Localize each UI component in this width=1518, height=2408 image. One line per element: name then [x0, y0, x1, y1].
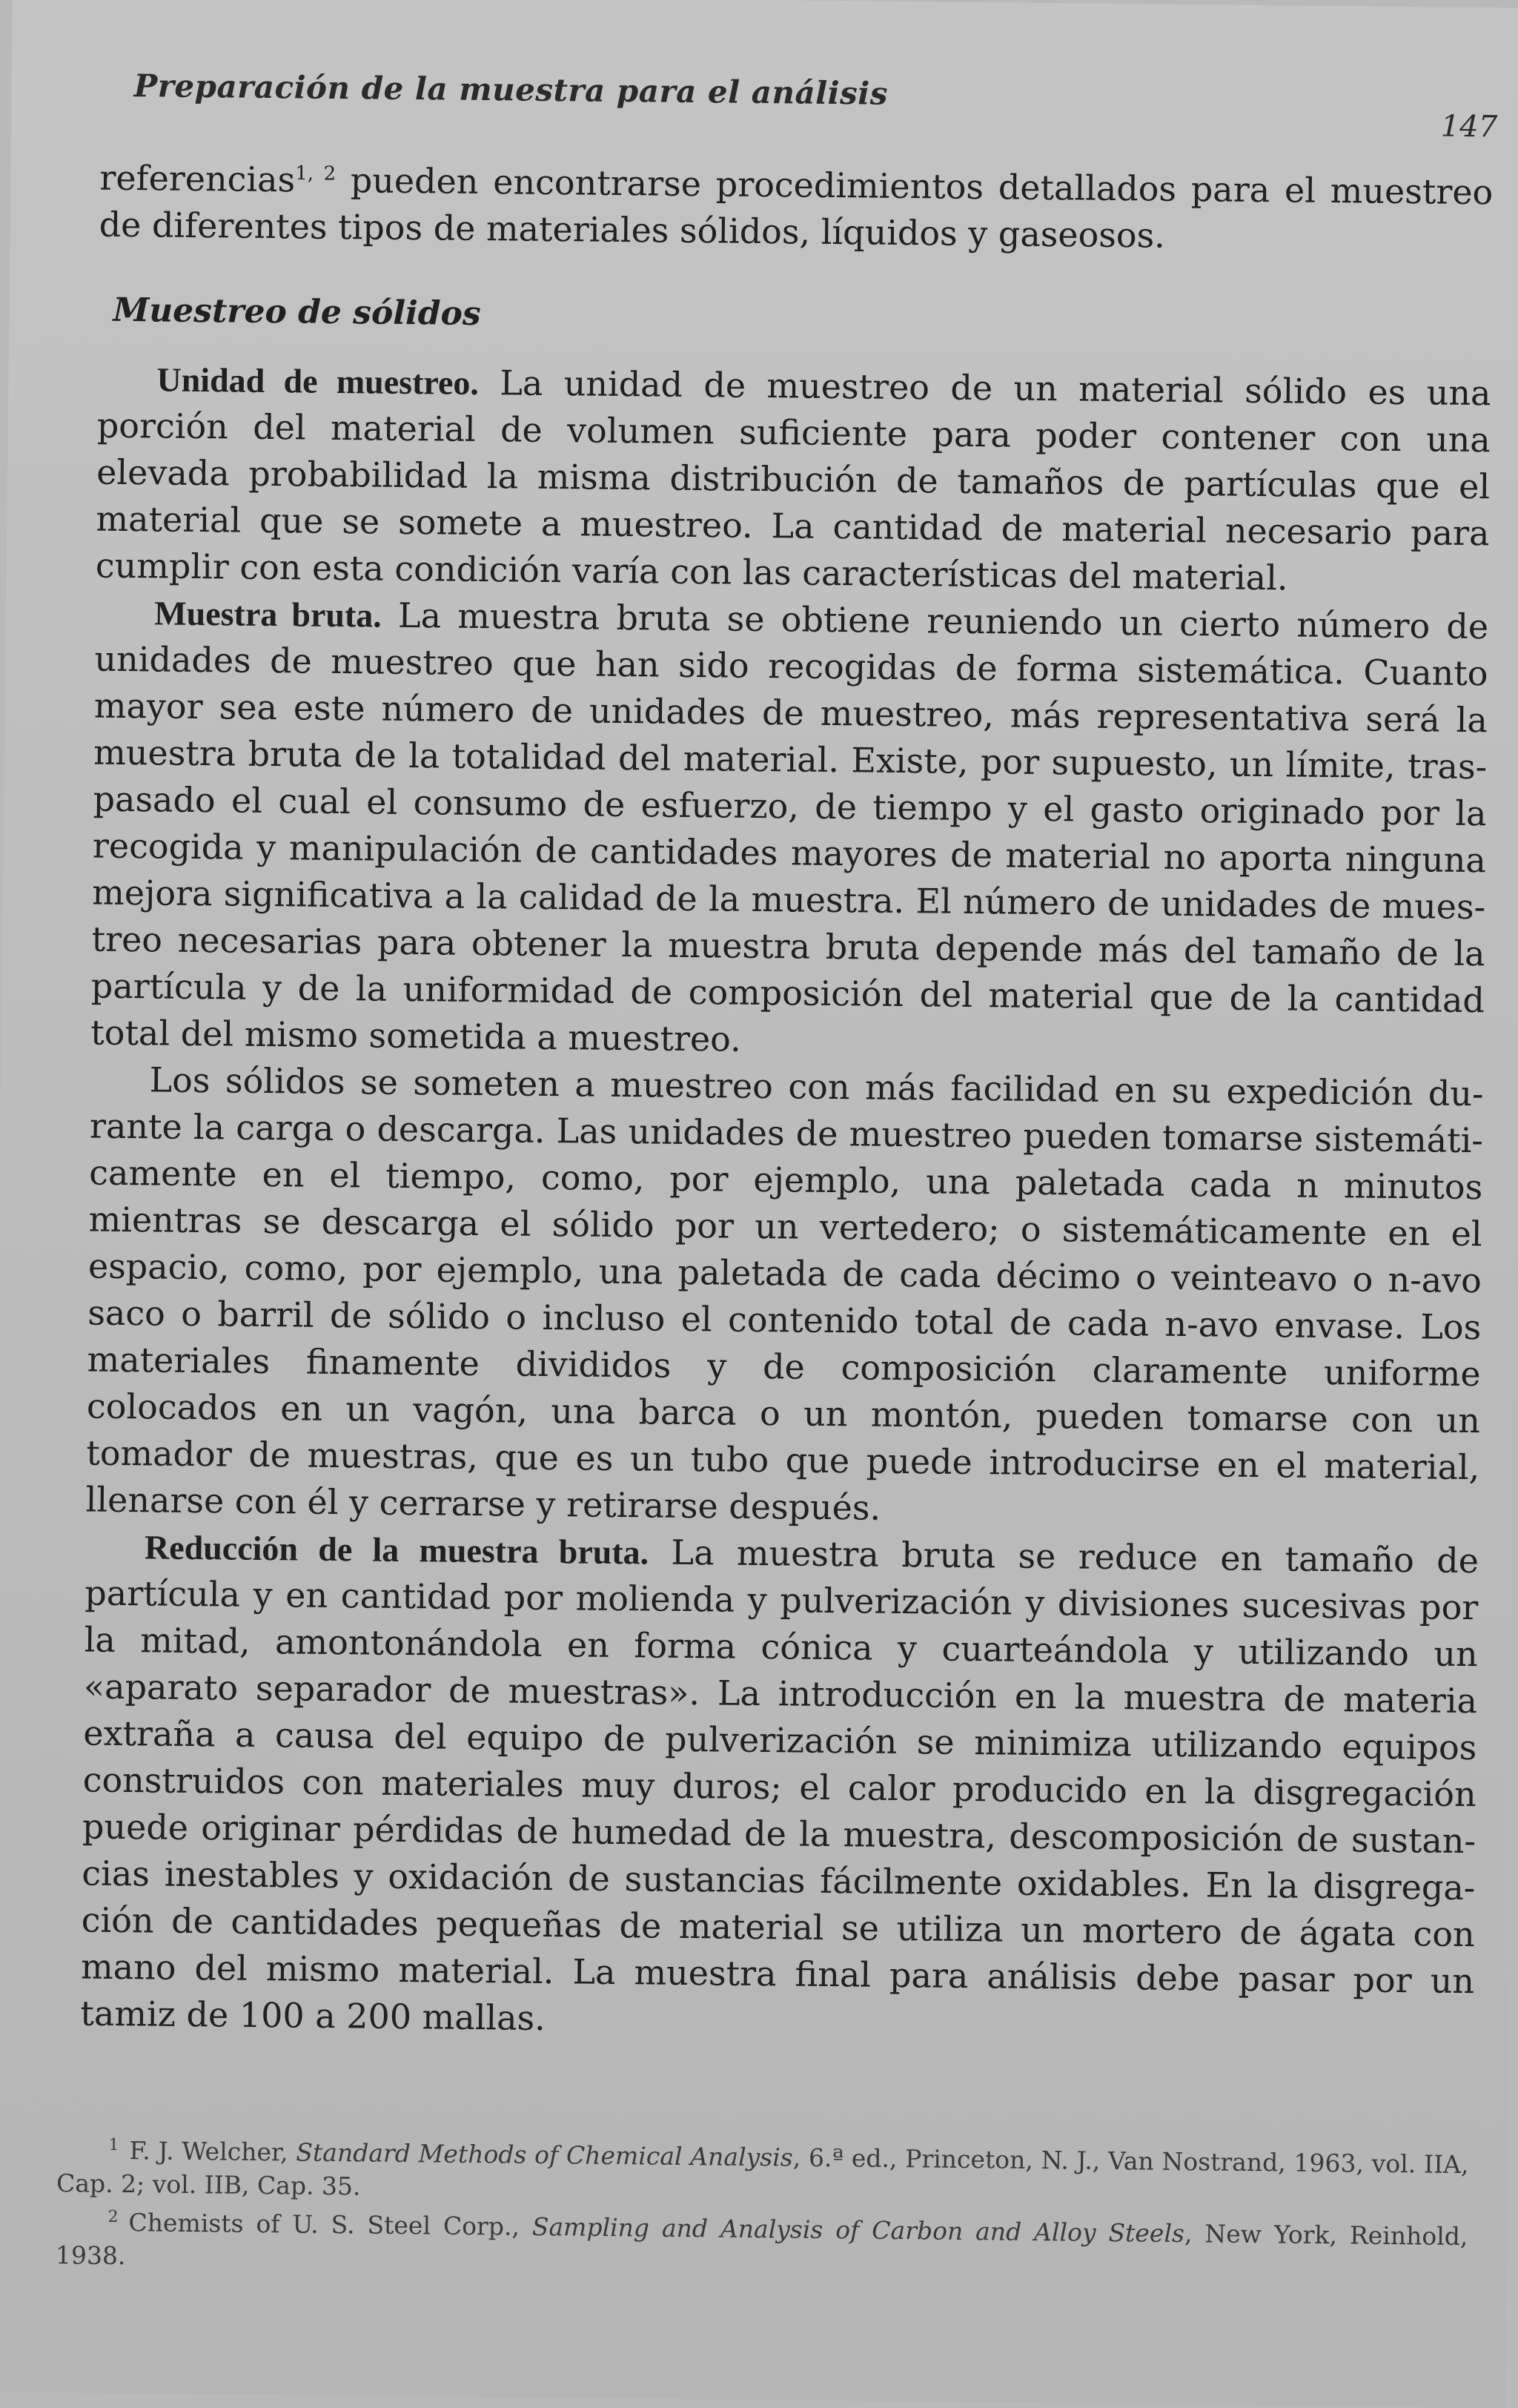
paragraph-text: La muestra bruta se obtiene reuniendo un cierto número de unidades de muestreo que han sido recogidas de forma sistemática. Cuanto mayor sea este número de unidades de muestreo, más representativa será la muestra bruta de la totalidad del material. Existe, por supuesto, un límite, traspasado el cual el consumo de esfuerzo, de tiempo y el gasto originado por la recogida y manipulación de cantidades mayores de material no aporta ninguna mejora significativa a la calidad de la muestra. El número de unidades de muestreo necesarias para obtener la muestra bruta depende más del tamaño de la partícula y de la uniformidad de composición del material que de la cantidad total del mismo sometida a muestreo. [90, 595, 1489, 1059]
paragraph-lead-heading: Reducción de la muestra bruta. [144, 1528, 649, 1572]
paragraph-lead-heading: Muestra bruta. [153, 594, 382, 635]
footnote [56, 2200, 1468, 2286]
paragraph-lead-heading: Unidad de muestreo. [156, 360, 480, 402]
page-number: 147 [1440, 109, 1498, 145]
footnote-author: F. J. Welcher, [129, 2136, 296, 2167]
running-head-title: Preparación de la muestra para el análisis [133, 67, 889, 112]
intro-text: pueden encontrarse procedimientos detallados para el muestreo de diferentes tipos de materiales sólidos, líquidos y gaseosos. [99, 159, 1494, 256]
reference-superscript: 1, 2 [295, 162, 337, 185]
footnote-rest: , New York, Reinhold, 1938. [55, 2219, 1468, 2271]
intro-paragraph [99, 155, 1493, 263]
footnote-author: Chemists of U. S. Steel Corp., [128, 2208, 533, 2241]
running-head [133, 67, 1498, 145]
footnote-mark: 2 [107, 2207, 119, 2227]
footnote-mark: 1 [108, 2135, 119, 2155]
paragraph-text: La unidad de muestreo de un material sólido es una porción del material de volumen suficiente para poder contener con una elevada probabilidad la misma distribución de tamaños de partículas que el material que se somete a muestreo. La cantidad de material necesario para cumplir con esta condición varía con las características del material. [95, 362, 1491, 598]
paragraph-unidad-de-muestreo [96, 356, 1491, 604]
footnote-rest: , 6.ª ed., Princeton, N. J., Van Nostrand, 1963, vol. IIA, Cap. 2; vol. IIB, Cap. 35. [56, 2143, 1469, 2201]
footnote-title: Standard Methods of Chemical Analysis [296, 2137, 793, 2172]
footnotes [56, 2128, 1469, 2286]
paragraph-muestra-bruta [90, 589, 1488, 1071]
paragraph-reduccion-muestra [80, 1524, 1479, 2052]
paragraph-solidos-expedicion: Los sólidos se someten a muestreo con más facilidad en su expedición durante la carga o descarga. Las unidades de muestreo pueden tomarse sistemáticamente en el tiempo, como, por ejemplo, una paletada cada n minutos mientras se descarga el sólido por un vertedero; o sistemáticamente en el espacio, como, por ejemplo, una paletada de cada décimo o veinteavo o n-avo saco o barril de sólido o incluso el contenido total de cada n-avo envase. Los materiales finamente divididos y de composición claramente uniforme colocados en un vagón, una barca o un montón, pueden tomarse con un tomador de muestras, que es un tubo que puede introducirse en el material, llenarse con él y cerrarse y retirarse después. [85, 1059, 1484, 1528]
intro-pre: referencias [99, 157, 296, 200]
footnote-title: Sampling and Analysis of Carbon and Alloy Steels [531, 2212, 1185, 2249]
body-text [80, 155, 1493, 2052]
section-heading: Muestreo de sólidos [113, 291, 481, 334]
paragraph-text: La muestra bruta se reduce en tamaño de partícula y en cantidad por molienda y pulverización y divisiones sucesivas por la mitad, amontonándola en forma cónica y cuarteándola y utilizando un «aparato separador de muestras». La introducción en la muestra de materia extraña a causa del equipo de pulverización se minimiza utilizando equipos construidos con materiales muy duros; el calor producido en la disgregación puede originar pérdidas de humedad de la muestra, descomposición de sustancias inestables y oxidación de sustancias fácilmente oxidables. En la disgregación de cantidades pequeñas de material se utiliza un mortero de ágata con mano del mismo material. La muestra final para análisis debe pasar por un tamiz de 100 a 200 mallas. [80, 1532, 1479, 2039]
